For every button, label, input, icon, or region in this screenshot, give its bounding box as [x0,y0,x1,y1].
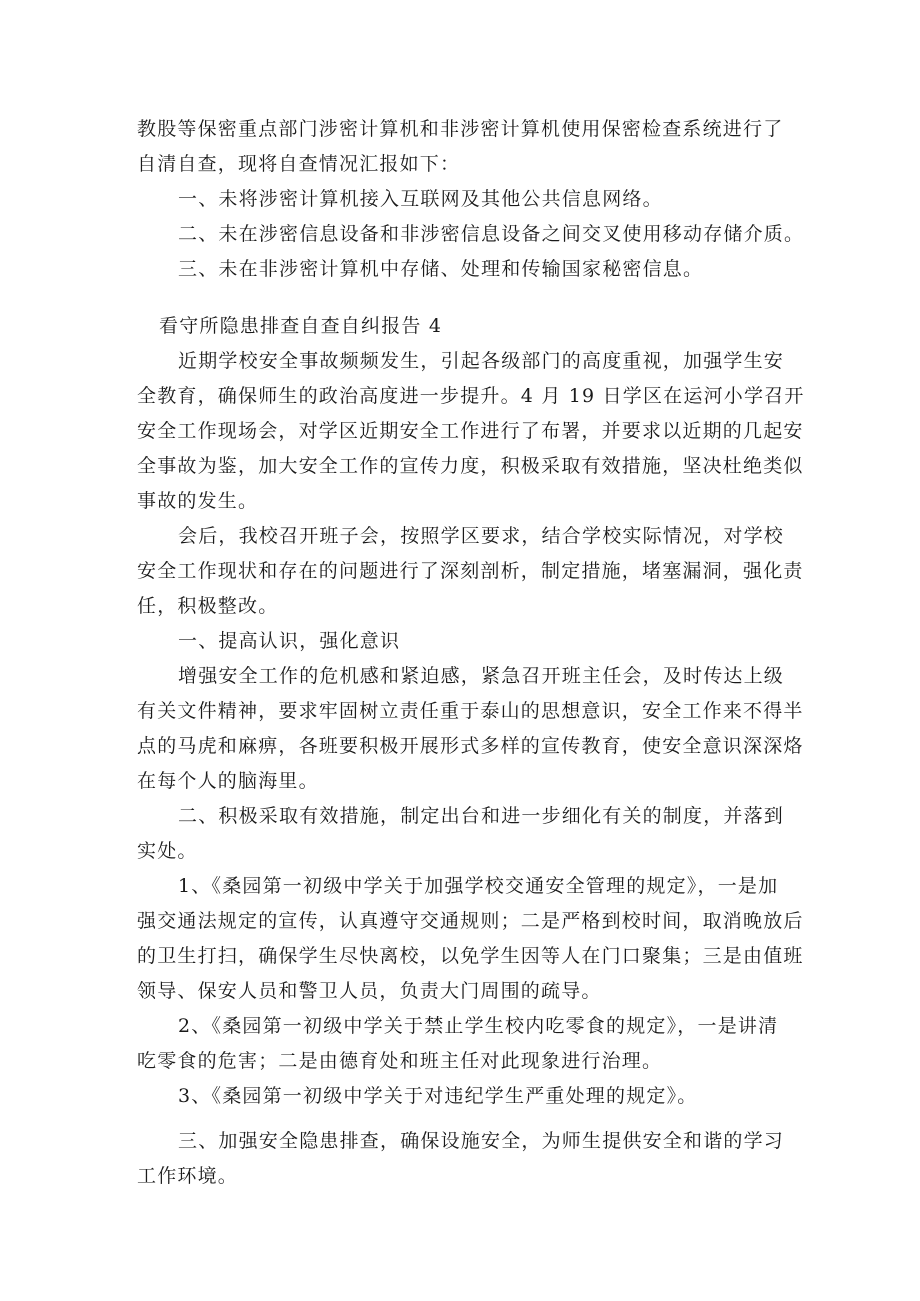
document-body [137,112,805,1194]
paragraph-6-line-3: 的卫生打扫，确保学生尽快离校，以免学生因等人在门口聚集；三是由值班 [137,945,804,967]
paragraph-2-line-3: 任，积极整改。 [137,595,279,617]
paragraph-4-line-1: 增强安全工作的危机感和紧迫感，紧急召开班主任会，及时传达上级 [178,665,785,687]
paragraph-1-line-1: 近期学校安全事故频频发生，引起各级部门的高度重视，加强学生安 [178,350,785,372]
paragraph-1-line-4: 全事故为鉴，加大安全工作的宣传力度，积极采取有效措施，坚决杜绝类似 [137,455,804,477]
subheading-1: 一、提高认识，强化意识 [178,630,401,652]
paragraph-8-line-1: 3、《桑园第一初级中学关于对违纪学生严重处理的规定》。 [178,1085,698,1107]
paragraph-7-line-2: 吃零食的危害；二是由德育处和班主任对此现象进行治理。 [137,1050,663,1072]
paragraph-5-line-2: 实处。 [137,840,198,862]
finding-1: 一、未将涉密计算机接入互联网及其他公共信息网络。 [178,188,663,210]
paragraph-9-line-2: 工作环境。 [137,1165,239,1187]
paragraph-1-line-5: 事故的发生。 [137,490,259,512]
paragraph-5-line-1: 二、积极采取有效措施，制定出台和进一步细化有关的制度，并落到 [178,805,785,827]
paragraph-6-line-4: 领导、保安人员和警卫人员，负责大门周围的疏导。 [137,980,602,1002]
paragraph-2-line-2: 安全工作现状和存在的问题进行了深刻剖析，制定措施，堵塞漏洞，强化责 [137,560,804,582]
paragraph-6-line-1: 1、《桑园第一初级中学关于加强学校交通安全管理的规定》，一是加 [178,875,779,897]
paragraph-6-line-2: 强交通法规定的宣传，认真遵守交通规则；二是严格到校时间，取消晚放后 [137,910,804,932]
paragraph-1-line-3: 安全工作现场会，对学区近期安全工作进行了布署，并要求以近期的几起安 [137,420,804,442]
paragraph-4-line-2: 有关文件精神，要求牢固树立责任重于泰山的思想意识，安全工作来不得半 [137,700,804,722]
paragraph-1-line-2: 全教育，确保师生的政治高度进一步提升。4 月 19 日学区在运河小学召开 [137,385,805,407]
finding-3: 三、未在非涉密计算机中存储、处理和传输国家秘密信息。 [178,258,704,280]
paragraph-7-line-1: 2、《桑园第一初级中学关于禁止学生校内吃零食的规定》，一是讲清 [178,1015,779,1037]
paragraph-2-line-1: 会后，我校召开班子会，按照学区要求，结合学校实际情况，对学校 [178,525,785,547]
paragraph-9-line-1: 三、加强安全隐患排查，确保设施安全，为师生提供安全和谐的学习 [178,1130,785,1152]
finding-2: 二、未在涉密信息设备和非涉密信息设备之间交叉使用移动存储介质。 [178,223,805,245]
paragraph-4-line-4: 在每个人的脑海里。 [137,770,319,792]
intro-line-2: 自清自查，现将自查情况汇报如下： [137,153,461,175]
intro-line-1: 教股等保密重点部门涉密计算机和非涉密计算机使用保密检查系统进行了 [137,118,784,140]
paragraph-4-line-3: 点的马虎和麻痹，各班要积极开展形式多样的宣传教育，使安全意识深深烙 [137,735,804,757]
section-title: 看守所隐患排查自查自纠报告 4 [159,315,443,337]
